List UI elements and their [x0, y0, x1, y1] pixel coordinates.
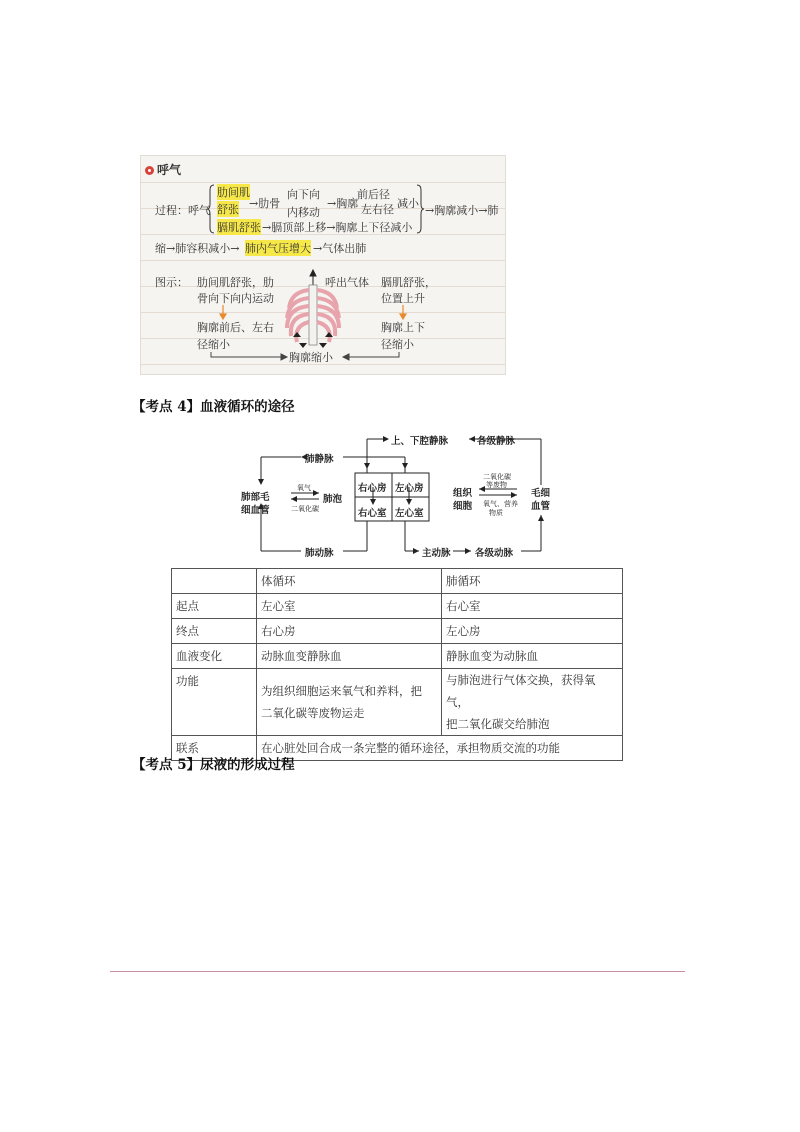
merged-cell: 在心脏处回合成一条完整的循环途径，承担物质交流的功能	[257, 736, 623, 761]
lung-capillary-2: 细血管	[241, 505, 270, 516]
exhale-diagram-graphics	[141, 156, 505, 374]
lung-capillary-1: 肺部毛	[241, 492, 270, 503]
right-top-2: 位置上升	[381, 292, 425, 305]
row-label: 起点	[172, 594, 257, 619]
left-ventricle-label: 左心室	[395, 508, 424, 519]
diagram-label: 图示：	[155, 276, 188, 289]
table-header-row	[172, 569, 623, 594]
co2-waste-2: 等废物	[486, 481, 507, 489]
circulation-comparison-table	[171, 568, 623, 761]
line2-highlight: 肺内气压增大	[245, 242, 311, 255]
capillary-2: 血管	[531, 501, 551, 512]
row-label: 功能	[172, 669, 257, 736]
line2-a: 缩→肺容积减小→	[155, 242, 240, 255]
oxygen-label: 氧气	[297, 484, 311, 492]
tissue-1: 组织	[453, 488, 473, 499]
header-cell-empty	[172, 569, 257, 594]
pulmonary-vein-label: 肺静脉	[305, 454, 334, 465]
muscle1-state: 舒张	[217, 203, 239, 216]
circulation-diagram	[241, 425, 555, 565]
o2-nutrient-1: 氧气、营养	[483, 500, 518, 508]
left-bottom-1: 胸廓前后、左右	[197, 321, 274, 334]
tissue-2: 细胞	[453, 501, 473, 512]
diam-2: 左右径	[361, 203, 394, 216]
systemic-cell: 左心室	[257, 594, 442, 619]
systemic-cell	[257, 669, 442, 736]
right-bottom-1: 胸廓上下	[381, 321, 425, 334]
vena-cava-label: 上、下腔静脉	[391, 436, 449, 447]
all-veins-label: 各级静脉	[477, 436, 516, 447]
row-label: 联系	[172, 736, 257, 761]
pulmonary-cell: 右心室	[442, 594, 623, 619]
pulmonary-cell	[442, 669, 623, 736]
rib-move-2: 内移动	[287, 206, 320, 219]
row-label: 终点	[172, 619, 257, 644]
left-bottom-2: 径缩小	[197, 338, 230, 351]
section4-title: 【考点 4】血液循环的途径	[132, 399, 295, 415]
alveoli-label: 肺泡	[323, 494, 343, 505]
row-label: 血液变化	[172, 644, 257, 669]
diaphragm-move: →膈顶部上移→胸廓上下径减小	[262, 221, 413, 234]
line2-b: →气体出肺	[313, 242, 367, 255]
aorta-label: 主动脉	[422, 548, 451, 559]
capillary-1: 毛细	[531, 488, 551, 499]
note-heading: 呼气	[157, 163, 182, 177]
diam-1: 前后径	[357, 188, 390, 201]
left-top-1: 肋间肌舒张，肋	[197, 276, 274, 289]
rib: →肋骨	[249, 197, 281, 210]
left-atrium-label: 左心房	[395, 483, 424, 494]
exhale-out: 呼出气体	[325, 276, 369, 289]
systemic-cell: 右心房	[257, 619, 442, 644]
right-atrium-label: 右心房	[358, 483, 387, 494]
right-top-1: 膈肌舒张，	[381, 276, 436, 289]
pulmonary-cell: 左心房	[442, 619, 623, 644]
pulmonary-artery-label: 肺动脉	[305, 548, 334, 559]
process-label: 过程：呼气	[155, 204, 210, 217]
header-cell-pulmonary: 肺循环	[442, 569, 623, 594]
right-ventricle-label: 右心室	[358, 508, 387, 519]
systemic-function-line-2: 二氧化碳等废物运走	[261, 706, 365, 720]
rib-move-1: 向下向	[287, 188, 320, 201]
bottom-center: 胸廓缩小	[289, 351, 333, 364]
chest-1: →胸廓	[327, 197, 359, 210]
decrease-1: 减小	[397, 197, 419, 210]
footer-divider	[110, 971, 685, 972]
section5-title: 【考点 5】尿液的形成过程	[132, 757, 295, 773]
right-bottom-2: 径缩小	[381, 338, 414, 351]
systemic-cell: 动脉血变静脉血	[257, 644, 442, 669]
systemic-function-line-1: 为组织细胞运来氧气和养料，把	[261, 684, 422, 698]
table-row	[172, 619, 623, 644]
left-top-2: 骨向下向内运动	[197, 292, 274, 305]
exhale-note-image	[140, 155, 506, 375]
diaphragm-relax: 膈肌舒张	[217, 221, 261, 234]
table-row	[172, 669, 623, 736]
all-arteries-label: 各级动脉	[475, 548, 514, 559]
table-row	[172, 644, 623, 669]
header-cell-systemic: 体循环	[257, 569, 442, 594]
co2-waste-1: 二氧化碳	[483, 473, 511, 481]
pulmonary-function-line-2: 把二氧化碳交给肺泡	[446, 717, 550, 731]
o2-nutrient-2: 物质	[489, 509, 503, 517]
chest-decrease: →胸廓减小→肺	[425, 204, 499, 217]
pulmonary-function-line-1: 与肺泡进行气体交换，获得氧气，	[446, 673, 596, 709]
co2-label: 二氧化碳	[291, 505, 319, 513]
muscle1: 肋间肌	[217, 186, 250, 199]
pulmonary-cell: 静脉血变为动脉血	[442, 644, 623, 669]
table-row	[172, 594, 623, 619]
